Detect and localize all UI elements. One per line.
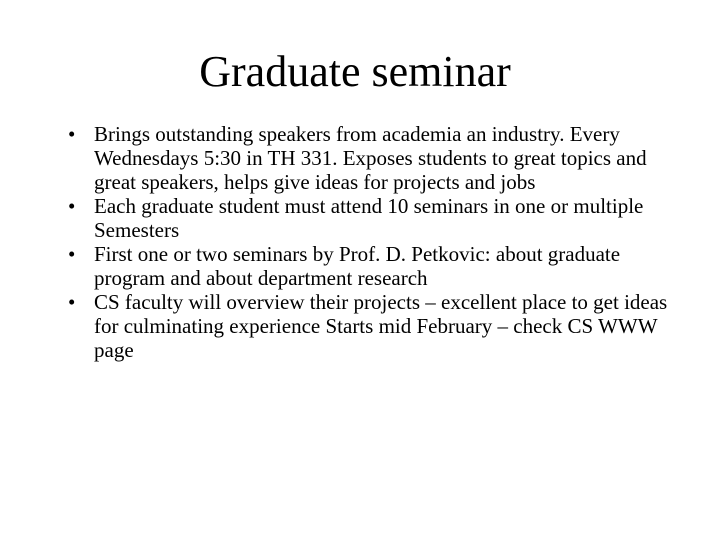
bullet-item <box>60 122 690 194</box>
bullet-item <box>60 242 690 290</box>
bullet-item <box>60 290 690 362</box>
slide-title: Graduate seminar <box>199 47 511 96</box>
bullet-text: Brings outstanding speakers from academia an industry. Every Wednesdays 5:30 in TH 331. Exposes students to great topics and great speakers, helps give ideas for projects and jobs <box>94 122 647 194</box>
bullet-text: First one or two seminars by Prof. D. Petkovic: about graduate program and about department research <box>94 242 621 290</box>
bullet-text: Each graduate student must attend 10 seminars in one or multiple Semesters <box>94 194 644 242</box>
bullet-item <box>60 194 690 242</box>
bullet-dot-icon: • <box>68 194 76 218</box>
bullet-list <box>60 122 690 362</box>
bullet-dot-icon: • <box>68 290 76 314</box>
bullet-text: CS faculty will overview their projects – excellent place to get ideas for culminating experience Starts mid February – check CS WWW page <box>94 290 668 362</box>
bullet-dot-icon: • <box>68 122 76 146</box>
bullet-dot-icon: • <box>68 242 76 266</box>
